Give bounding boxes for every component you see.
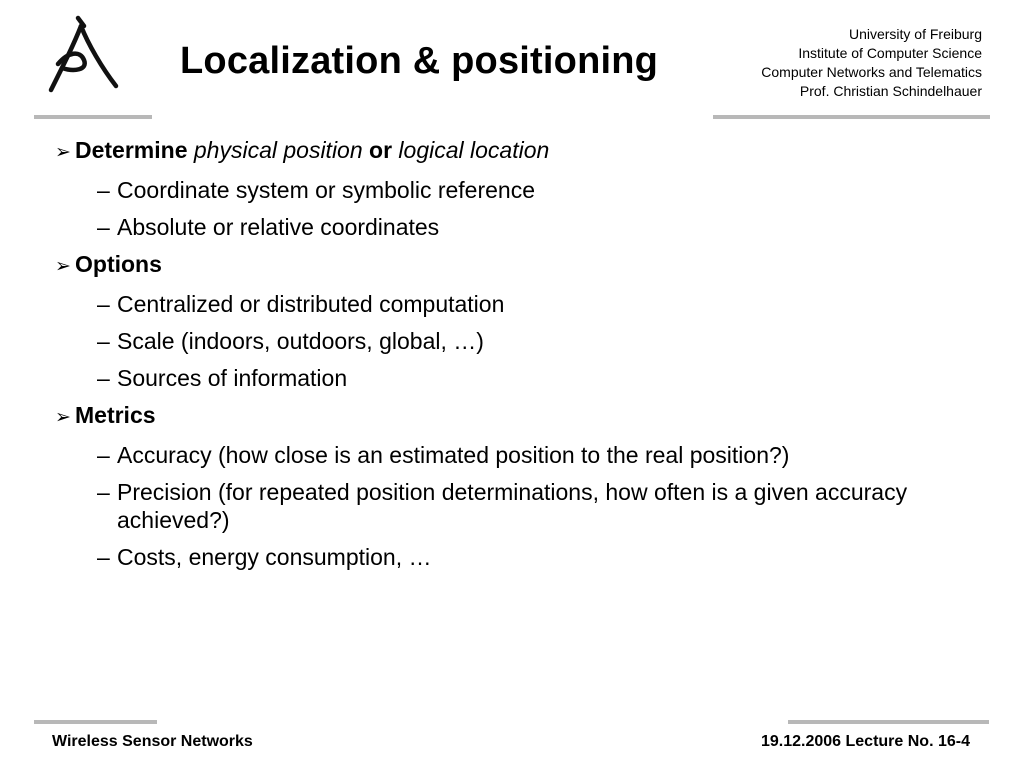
header-rule-right	[713, 115, 990, 119]
bullet-determine	[55, 136, 955, 167]
bullet-determine-or: or	[369, 137, 393, 163]
affiliation-institute: Institute of Computer Science	[798, 45, 982, 61]
sub-item-text: Sources of information	[117, 365, 348, 391]
sub-item: – Accuracy (how close is an estimated position to the real position?)	[97, 441, 955, 469]
sub-item-text: Costs, energy consumption, …	[117, 544, 432, 570]
sub-item: – Coordinate system or symbolic reference	[97, 176, 955, 204]
footer-course-title: Wireless Sensor Networks	[52, 733, 253, 750]
bullet-metrics	[55, 401, 955, 432]
affiliation-professor: Prof. Christian Schindelhauer	[799, 83, 982, 99]
sub-item-text: Coordinate system or symbolic reference	[117, 177, 535, 203]
sub-item-text: Centralized or distributed computation	[117, 291, 505, 317]
affiliation-department: Computer Networks and Telematics	[761, 64, 982, 80]
arrowhead-bullet-icon: ➢	[55, 256, 71, 277]
sub-item: – Sources of information	[97, 364, 955, 392]
page-title: Localization & positioning	[180, 40, 659, 82]
sub-item: – Scale (indoors, outdoors, global, …)	[97, 327, 955, 355]
bullet-options	[55, 250, 955, 281]
affiliation-block	[761, 25, 982, 101]
sub-item-text: Accuracy (how close is an estimated position to the real position?)	[117, 442, 790, 468]
slide-content	[55, 136, 955, 571]
bullet-options-lead: Options	[75, 251, 162, 277]
sub-item: – Precision (for repeated position determinations, how often is a given accuracy achieved?)	[97, 478, 955, 534]
footer-lecture-info: 19.12.2006 Lecture No. 16-4	[760, 733, 970, 750]
sub-item-text: Scale (indoors, outdoors, global, …)	[117, 328, 484, 354]
bullet-determine-em-logical: logical location	[398, 137, 550, 163]
footer-rule-left	[34, 720, 157, 724]
university-logo-icon	[44, 14, 120, 94]
bullet-metrics-lead: Metrics	[75, 402, 156, 428]
sub-item: – Costs, energy consumption, …	[97, 543, 955, 571]
sub-item: – Centralized or distributed computation	[97, 290, 955, 318]
bullet-determine-em-physical: physical position	[193, 137, 363, 163]
arrowhead-bullet-icon: ➢	[55, 142, 71, 163]
sub-item-text: Absolute or relative coordinates	[117, 214, 440, 240]
affiliation-university: University of Freiburg	[848, 26, 982, 42]
sub-item: – Absolute or relative coordinates	[97, 213, 955, 241]
footer-rule-right	[788, 720, 989, 724]
header-rule-left	[34, 115, 152, 119]
arrowhead-bullet-icon: ➢	[55, 407, 71, 428]
sub-item-text: Precision (for repeated position determinations, how often is a given accuracy achieved?)	[117, 479, 908, 533]
bullet-determine-lead: Determine	[75, 137, 188, 163]
